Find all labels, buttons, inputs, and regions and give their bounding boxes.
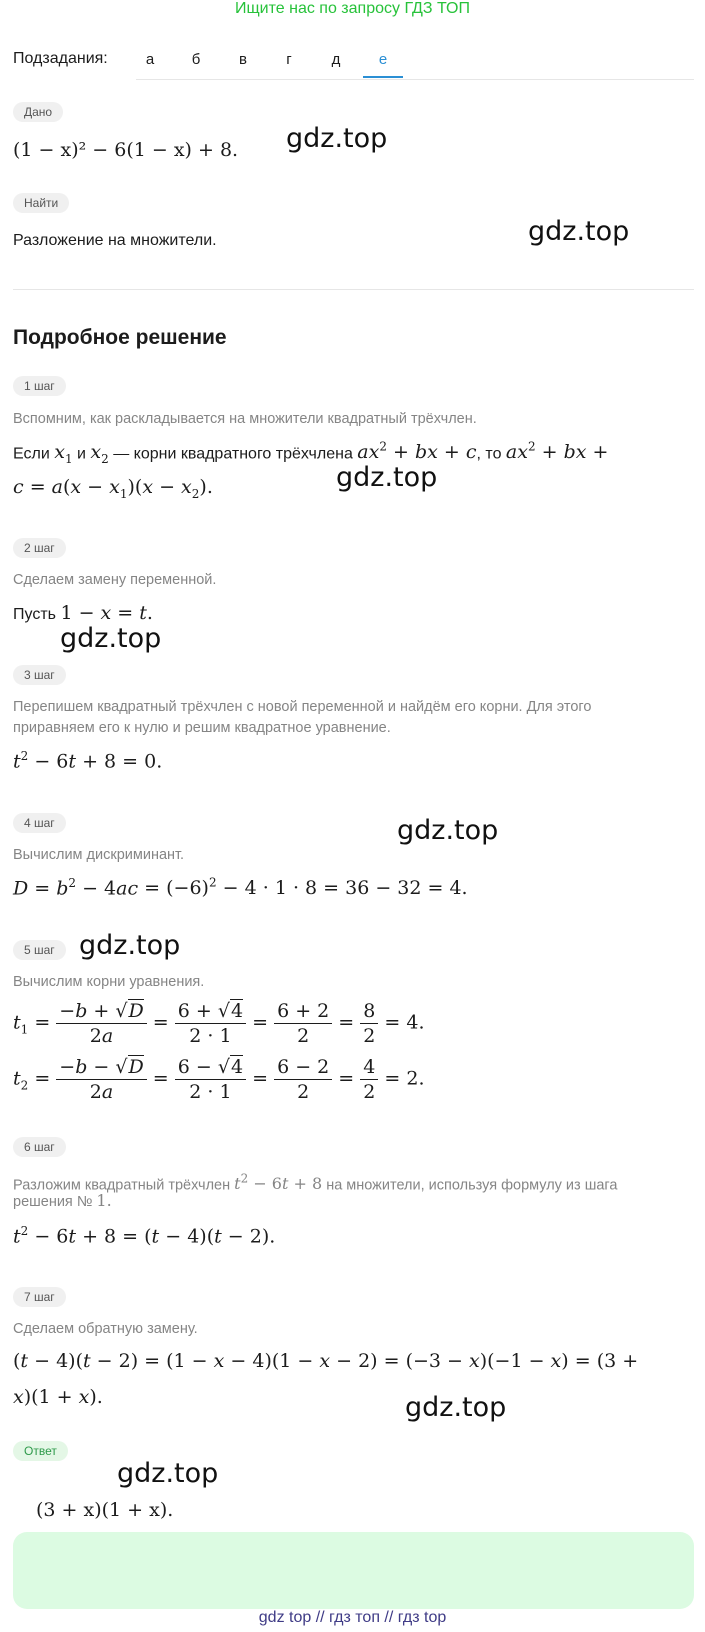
step-2-pill: 2 шаг xyxy=(13,538,66,558)
step-5-root-2: $t_2$ = $\frac{-b - √D}{2a}$ = $\frac{6 - √4}{2 \cdot 1}$ = $\frac{6 - 2}{2}$ = $\frac{4}{2}$ = 2. xyxy=(13,1056,425,1103)
step-7-pill: 7 шаг xyxy=(13,1287,66,1307)
text-let: Пусть xyxy=(13,606,56,623)
text-then: , то xyxy=(476,445,502,463)
step-2-formula: Пусть 1 − x = t. xyxy=(13,602,153,624)
step-6-formula: $t^2 - 6t + 8 = (t - 4)(t - 2)$. xyxy=(13,1224,276,1248)
answer-expression: (3 + x)(1 + x). xyxy=(36,1499,174,1521)
step-6-note-a: Разложим квадратный трёхчлен xyxy=(13,1177,231,1194)
step-3-note-line-1: Перепишем квадратный трёхчлен с новой переменной и найдём его корни. Для этого xyxy=(13,699,592,715)
find-pill: Найти xyxy=(13,193,69,213)
step-6-note-num: 1. xyxy=(96,1191,112,1210)
subtask-tab-a[interactable]: а xyxy=(145,51,155,68)
step-5-note: Вычислим корни уравнения. xyxy=(13,974,205,990)
tabs-divider xyxy=(136,79,694,80)
step-5-pill: 5 шаг xyxy=(13,940,66,960)
step-7-formula-line-2: x)(1 + x). xyxy=(13,1386,103,1408)
footer-links[interactable]: gdz top // гдз топ // гдз top xyxy=(258,1609,447,1626)
watermark: gdz.top xyxy=(60,623,162,654)
step-4-note: Вычислим дискриминант. xyxy=(13,847,185,863)
step-3-note-line-2: приравняем его к нулю и решим квадратное уравнение. xyxy=(13,720,391,736)
step-3-pill: 3 шаг xyxy=(13,665,66,685)
search-banner: Ищите нас по запросу ГДЗ ТОП xyxy=(235,0,470,17)
given-expression: (1 − x)² − 6(1 − x) + 8. xyxy=(13,139,239,161)
subtask-tab-g[interactable]: г xyxy=(286,51,292,68)
solution-heading: Подробное решение xyxy=(13,326,227,349)
step-6-note-line-1: Разложим квадратный трёхчлен $t^2 - 6t + 8$ на множители, используя формулу из шага xyxy=(13,1172,618,1194)
watermark: gdz.top xyxy=(79,930,181,961)
watermark: gdz.top xyxy=(117,1458,219,1489)
step-7-formula-line-1: (t − 4)(t − 2) = (1 − x − 4)(1 − x − 2) = (−3 − x)(−1 − x) = (3 + xyxy=(13,1350,639,1372)
watermark: gdz.top xyxy=(405,1392,507,1423)
step-3-formula: $t^2 - 6t + 8 = 0$. xyxy=(13,749,163,773)
text-and: и xyxy=(77,445,86,463)
step-6-note-b: на множители, используя формулу из шага xyxy=(326,1177,618,1194)
step-5-root-1: $t_1$ = $\frac{-b + √D}{2a}$ = $\frac{6 + √4}{2 \cdot 1}$ = $\frac{6 + 2}{2}$ = $\frac{8}{2}$ = 4. xyxy=(13,1000,425,1047)
active-tab-underline xyxy=(363,76,403,78)
step-1-note: Вспомним, как раскладывается на множители квадратный трёхчлен. xyxy=(13,411,477,427)
subtasks-label: Подзадания: xyxy=(13,50,108,67)
answer-box xyxy=(13,1532,694,1609)
step-2-note: Сделаем замену переменной. xyxy=(13,572,217,588)
step-1-formula-line-2: $c = a(x - x_1)(x - x_2)$. xyxy=(13,476,213,501)
subtask-tab-e[interactable]: е xyxy=(378,51,388,68)
watermark: gdz.top xyxy=(336,462,438,493)
subtask-tab-v[interactable]: в xyxy=(239,51,247,68)
find-text: Разложение на множители. xyxy=(13,232,217,249)
text-if: Если xyxy=(13,445,50,463)
subtask-tab-b[interactable]: б xyxy=(191,51,201,68)
step-6-note-line-2 xyxy=(13,1190,112,1213)
watermark: gdz.top xyxy=(528,216,630,247)
text-roots: — корни квадратного трёхчлена xyxy=(113,445,353,463)
watermark: gdz.top xyxy=(286,123,388,154)
subtask-tab-d[interactable]: д xyxy=(331,51,341,68)
answer-pill: Ответ xyxy=(13,1441,68,1461)
watermark: gdz.top xyxy=(397,815,499,846)
step-1-pill: 1 шаг xyxy=(13,376,66,396)
step-4-formula: $D = b^2 - 4ac = (-6)^2 - 4 \cdot 1 \cdot 8 = 36 - 32 = 4$. xyxy=(13,876,468,900)
step-6-note-line-2-text: решения № xyxy=(13,1194,93,1210)
step-4-pill: 4 шаг xyxy=(13,813,66,833)
step-6-pill: 6 шаг xyxy=(13,1137,66,1157)
step-7-note: Сделаем обратную замену. xyxy=(13,1321,198,1337)
step-1-formula-line-1: Если $x_1$ и $x_2$ — корни квадратного трёхчлена $ax^2$ + bx + c, то $ax^2$ + bx + xyxy=(13,440,609,467)
given-pill: Дано xyxy=(13,102,63,122)
section-divider xyxy=(13,289,694,290)
